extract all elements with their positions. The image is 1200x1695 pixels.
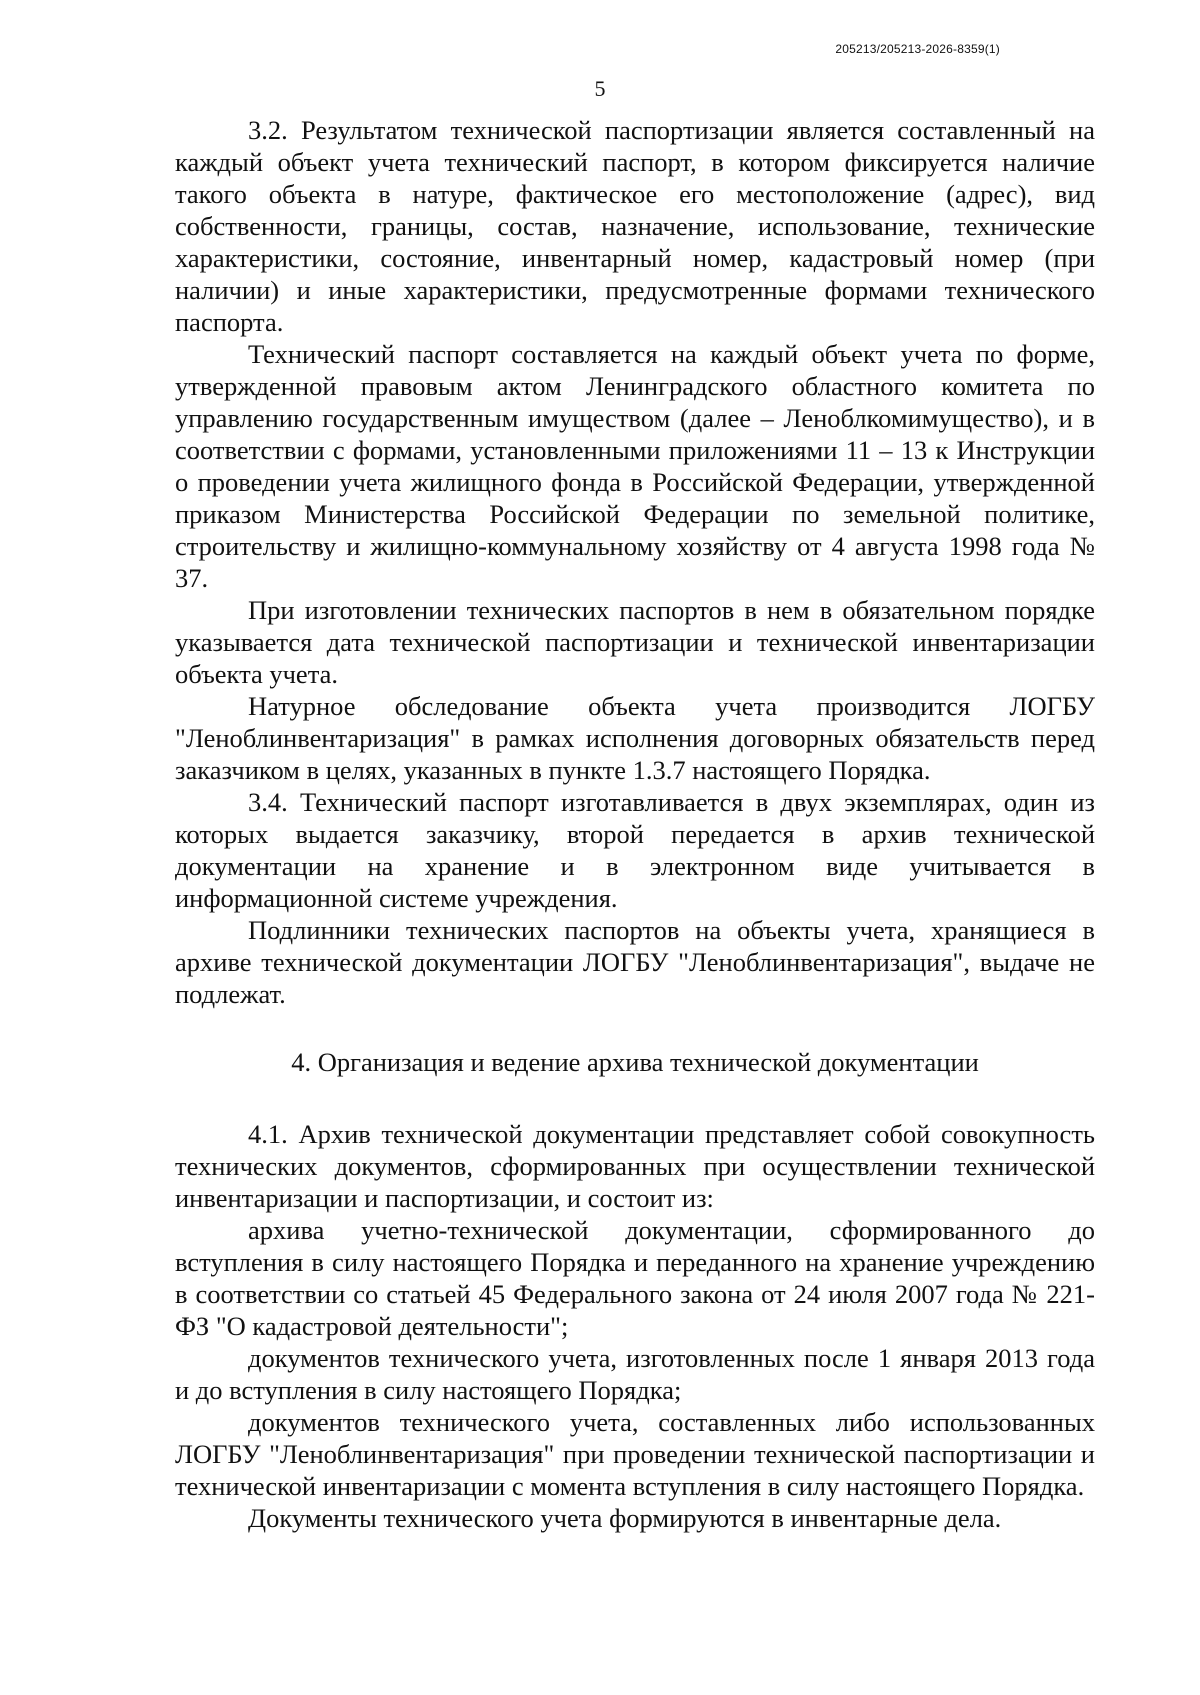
section-heading: 4. Организация и ведение архива технической документации [291, 1047, 979, 1077]
document-body [175, 114, 1095, 1534]
paragraph-3-2: 3.2. Результатом технической паспортизации является составленный на каждый объект учета технический паспорт, в котором фиксируется наличие такого объекта в натуре, фактическое его местоположение (адрес), вид собственности, границы, состав, назначение, использование, технические характеристики, состояние, инвентарный номер, кадастровый номер (при наличии) и иные характеристики, предусмотренные формами технического паспорта. [175, 115, 1095, 337]
paragraph-4-1: 4.1. Архив технической документации представляет собой совокупность технических документов, сформированных при осуществлении технической инвентаризации и паспортизации, и состоит из: [175, 1119, 1095, 1213]
paragraph-inventory-files: Документы технического учета формируются в инвентарные дела. [248, 1503, 1002, 1533]
page-number: 5 [594, 76, 606, 101]
paragraph-passport-dates: При изготовлении технических паспортов в нем в обязательном порядке указывается дата технической паспортизации и технической инвентаризации объекта учета. [175, 595, 1095, 689]
paragraph-3-4: 3.4. Технический паспорт изготавливается в двух экземплярах, один из которых выдается заказчику, второй передается в архив технической документации на хранение и в электронном виде учитывается в информационной системе учреждения. [175, 787, 1095, 913]
paragraph-originals: Подлинники технических паспортов на объекты учета, хранящиеся в архиве технической документации ЛОГБУ "Леноблинвентаризация", выдаче не подлежат. [175, 915, 1095, 1009]
document-id: 205213/205213-2026-8359(1) [835, 42, 1000, 56]
list-item-archive: архива учетно-технической документации, сформированного до вступления в силу настоящего Порядка и переданного на хранение учреждению в соответствии со статьей 45 Федерального закона от 24 июля 2007 года № 221-ФЗ "О кадастровой деятельности"; [175, 1215, 1095, 1341]
paragraph-technical-passport-form: Технический паспорт составляется на каждый объект учета по форме, утвержденной правовым актом Ленинградского областного комитета по управлению государственным имуществом (далее – Леноблкомимущество), и в соответствии с формами, установленными приложениями 11 – 13 к Инструкции о проведении учета жилищного фонда в Российской Федерации, утвержденной приказом Министерства Российской Федерации по земельной политике, строительству и жилищно-коммунальному хозяйству от 4 августа 1998 года № 37. [175, 339, 1095, 593]
list-item-documents-current: документов технического учета, составленных либо использованных ЛОГБУ "Леноблинвентаризация" при проведении технической паспортизации и технической инвентаризации с момента вступления в силу настоящего Порядка. [175, 1407, 1095, 1501]
paragraph-field-survey: Натурное обследование объекта учета производится ЛОГБУ "Леноблинвентаризация" в рамках исполнения договорных обязательств перед заказчиком в целях, указанных в пункте 1.3.7 настоящего Порядка. [175, 691, 1095, 785]
list-item-documents-2013: документов технического учета, изготовленных после 1 января 2013 года и до вступления в силу настоящего Порядка; [175, 1343, 1095, 1405]
